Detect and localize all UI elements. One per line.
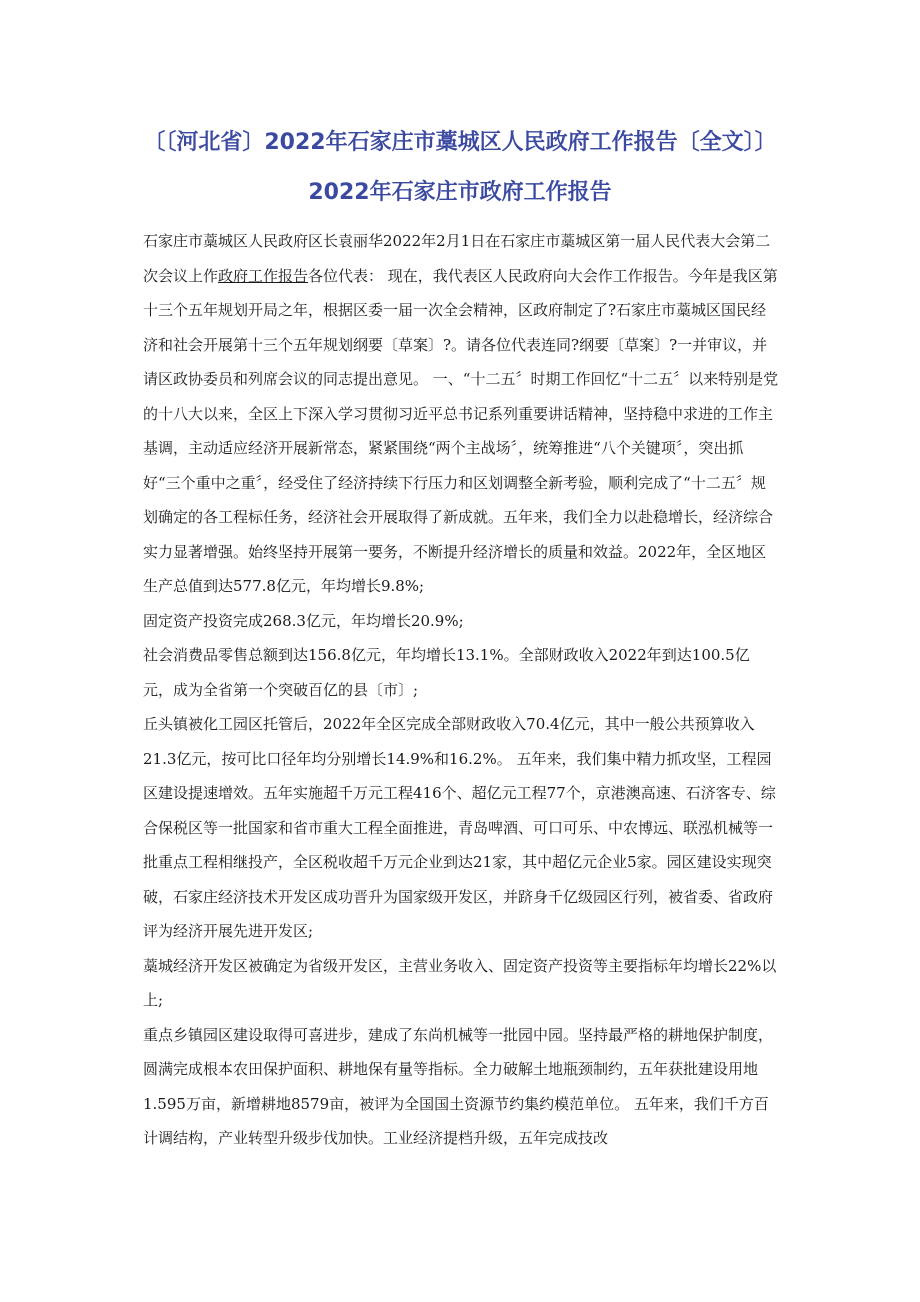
intro-text-after-link: 各位代表： 现在，我代表区人民政府向大会作工作报告。今年是我区第十三个五年规划开局之年，根据区委一届一次全会精神，区政府制定了?石家庄市藁城区国民经济和社会开展第十三个五年规划纲要〔草案〕?。请各位代表连同?纲要〔草案〕?一并审议，并请区政协委员和列席会议的同志提出意见。 一、“十二五〞时期工作回忆“十二五〞以来特别是党的十八大以来，全区上下深入学习贯彻习近平总书记系列重要讲话精神，坚持稳中求进的工作主基调，主动适应经济开展新常态，紧紧围绕“两个主战场〞，统筹推进“八个关键项〞，突出抓好“三个重中之重〞，经受住了经济持续下行压力和区划调整全新考验，顺利完成了“十二五〞规划确定的各工程标任务，经济社会开展取得了新成就。五年来，我们全力以赴稳增长，经济综合实力显著增强。始终坚持开展第一要务，不断提升经济增长的质量和效益。2022年，全区地区生产总值到达577.8亿元，年均增长9.8%;	[143, 266, 779, 595]
paragraph-land-protection: 重点乡镇园区建设取得可喜进步，建成了东尚机械等一批园中园。坚持最严格的耕地保护制度，圆满完成根本农田保护面积、耕地保有量等指标。全力破解土地瓶颈制约，五年获批建设用地1.595万亩，新增耕地8579亩，被评为全国国土资源节约集约模范单位。 五年来，我们千方百计调结构，产业转型升级步伐加快。工业经济提档升级，五年完成技改	[143, 1025, 774, 1147]
paragraph-development-zone: 藁城经济开发区被确定为省级开发区，主营业务收入、固定资产投资等主要指标年均增长22%以上;	[143, 956, 777, 1009]
document-title: 〔〔河北省〕2022年石家庄市藁城区人民政府工作报告〔全文〕〕 2022年石家庄市政府工作报告	[143, 130, 777, 205]
paragraph-projects: 丘头镇被化工园区托管后，2022年全区完成全部财政收入70.4亿元，其中一般公共预算收入21.3亿元，按可比口径年均分别增长14.9%和16.2%。 五年来，我们集中精力抓攻坚，工程园区建设提速增效。五年实施超千万元工程416个、超亿元工程77个，京港澳高速、石济客专、综合保税区等一批国家和省市重大工程全面推进，青岛啤酒、可口可乐、中农博远、联泓机械等一批重点工程相继投产，全区税收超千万元企业到达21家，其中超亿元企业5家。园区建设实现突破，石家庄经济技术开发区成功晋升为国家级开发区，并跻身千亿级园区行列，被省委、省政府评为经济开展先进开发区;	[143, 715, 776, 940]
paragraph-fixed-investment: 固定资产投资完成268.3亿元，年均增长20.9%;	[143, 611, 464, 630]
intro-paragraph	[143, 224, 779, 604]
paragraph-retail-sales: 社会消费品零售总额到达156.8亿元，年均增长13.1%。全部财政收入2022年到达100.5亿元，成为全省第一个突破百亿的县〔市〕;	[143, 646, 750, 699]
document-body	[143, 224, 779, 1156]
report-link[interactable]: 政府工作报告	[218, 266, 309, 285]
intro-text-before-link: 石家庄市藁城区人民政府区长袁丽华2022年2月1日在石家庄市藁城区第一届人民代表大会第二次会议上作	[143, 232, 771, 285]
